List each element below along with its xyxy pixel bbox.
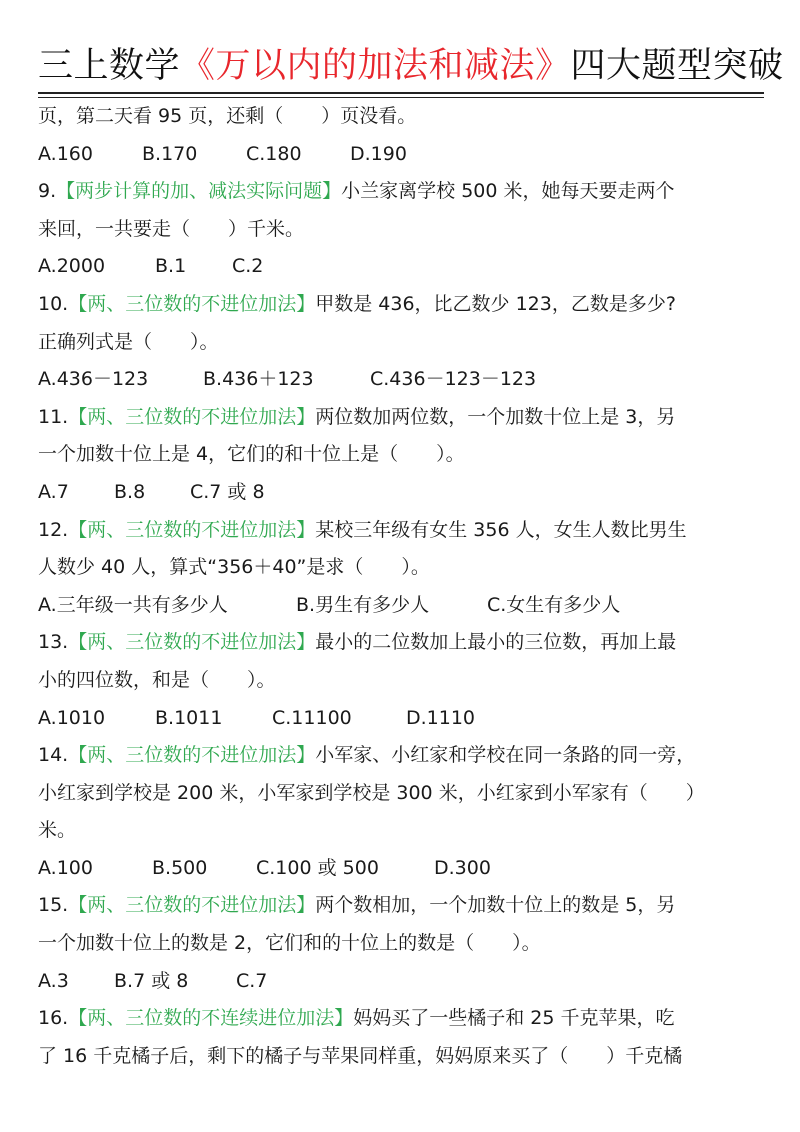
q11-line1 bbox=[38, 399, 766, 437]
option-a: A.3 bbox=[38, 969, 69, 992]
option-c: C.女生有多少人 bbox=[487, 593, 621, 616]
q15-options bbox=[38, 963, 766, 1001]
option-a: A.三年级一共有多少人 bbox=[38, 593, 228, 616]
q12-line1 bbox=[38, 512, 766, 550]
option-b: B.8 bbox=[114, 480, 146, 503]
topic-tag: 【两、三位数的不进位加法】 bbox=[68, 894, 316, 917]
question-number: 15. bbox=[38, 894, 69, 917]
topic-tag: 【两、三位数的不进位加法】 bbox=[68, 518, 316, 541]
q16-line2: 了 16 千克橘子后，剩下的橘子与苹果同样重，妈妈原来买了（ ）千克橘 bbox=[38, 1044, 683, 1067]
option-b: B.170 bbox=[142, 142, 198, 165]
option-b: B.7 或 8 bbox=[114, 969, 189, 992]
question-text: 两个数相加，一个加数十位上的数是 5，另 bbox=[315, 894, 676, 917]
question-text: 小兰家离学校 500 米，她每天要走两个 bbox=[341, 180, 675, 203]
question-text: 甲数是 436，比乙数少 123，乙数是多少? bbox=[315, 292, 676, 315]
q14-line1 bbox=[38, 737, 766, 775]
option-c: C.100 或 500 bbox=[256, 856, 379, 879]
question-list bbox=[38, 98, 766, 1075]
q13-line2: 小的四位数，和是（ ）。 bbox=[38, 668, 276, 691]
q13-options bbox=[38, 700, 766, 738]
q8-options bbox=[38, 136, 766, 174]
q15-line1 bbox=[38, 887, 766, 925]
title-suffix: 四大题型突破 bbox=[570, 46, 784, 86]
option-b: B.1 bbox=[155, 255, 187, 278]
topic-tag: 【两、三位数的不连续进位加法】 bbox=[68, 1007, 354, 1030]
q16-line1 bbox=[38, 1000, 766, 1038]
question-number: 11. bbox=[38, 405, 69, 428]
page-title bbox=[38, 42, 784, 90]
option-c: C.7 bbox=[236, 969, 268, 992]
option-b: B.500 bbox=[152, 856, 208, 879]
q14-options bbox=[38, 850, 766, 888]
q12-options bbox=[38, 587, 766, 625]
option-c: C.180 bbox=[246, 142, 302, 165]
option-c: C.11100 bbox=[272, 706, 352, 729]
option-b: B.男生有多少人 bbox=[296, 593, 430, 616]
q10-line2: 正确列式是（ ）。 bbox=[38, 330, 219, 353]
q10-line1 bbox=[38, 286, 766, 324]
q15-line2: 一个加数十位上的数是 2，它们和的十位上的数是（ ）。 bbox=[38, 932, 541, 955]
q11-options bbox=[38, 474, 766, 512]
q9-options bbox=[38, 248, 766, 286]
q9-line1 bbox=[38, 173, 766, 211]
option-a: A.436－123 bbox=[38, 368, 149, 391]
option-c: C.7 或 8 bbox=[190, 480, 265, 503]
option-a: A.160 bbox=[38, 142, 93, 165]
option-d: D.300 bbox=[434, 856, 491, 879]
option-c: C.436－123－123 bbox=[370, 368, 537, 391]
option-a: A.2000 bbox=[38, 255, 106, 278]
q10-options bbox=[38, 361, 766, 399]
question-text: 妈妈买了一些橘子和 25 千克苹果，吃 bbox=[353, 1007, 675, 1030]
question-text: 某校三年级有女生 356 人，女生人数比男生 bbox=[315, 518, 687, 541]
question-number: 14. bbox=[38, 744, 69, 767]
q13-line1 bbox=[38, 624, 766, 662]
q11-line2: 一个加数十位上是 4，它们的和十位上是（ ）。 bbox=[38, 443, 465, 466]
topic-tag: 【两步计算的加、减法实际问题】 bbox=[56, 180, 342, 203]
q14-line2: 小红家到学校是 200 米，小军家到学校是 300 米，小红家到小军家有（ ） bbox=[38, 781, 705, 804]
q14-line3: 米。 bbox=[38, 819, 77, 842]
q9-line2: 来回，一共要走（ ）千米。 bbox=[38, 217, 305, 240]
topic-tag: 【两、三位数的不进位加法】 bbox=[68, 292, 316, 315]
option-b: B.436＋123 bbox=[203, 368, 314, 391]
topic-tag: 【两、三位数的不进位加法】 bbox=[68, 405, 316, 428]
option-d: D.190 bbox=[350, 142, 407, 165]
topic-tag: 【两、三位数的不进位加法】 bbox=[68, 631, 316, 654]
q8-text: 页，第二天看 95 页，还剩（ ）页没看。 bbox=[38, 105, 417, 127]
option-d: D.1110 bbox=[406, 706, 476, 729]
question-number: 10. bbox=[38, 292, 69, 315]
title-underline-thick bbox=[38, 92, 764, 94]
question-text: 两位数加两位数，一个加数十位上是 3，另 bbox=[315, 405, 676, 428]
question-number: 13. bbox=[38, 631, 69, 654]
question-text: 小军家、小红家和学校在同一条路的同一旁， bbox=[315, 744, 696, 767]
title-subject: 三上数学 bbox=[38, 46, 181, 86]
question-number: 12. bbox=[38, 518, 69, 541]
option-a: A.1010 bbox=[38, 706, 106, 729]
question-text: 最小的二位数加上最小的三位数，再加上最 bbox=[315, 631, 677, 654]
question-number: 16. bbox=[38, 1007, 69, 1030]
option-a: A.7 bbox=[38, 480, 69, 503]
question-number: 9. bbox=[38, 180, 57, 203]
title-unit: 《万以内的加法和减法》 bbox=[180, 46, 571, 86]
q12-line2: 人数少 40 人，算式“356＋40”是求（ ）。 bbox=[38, 556, 430, 579]
option-b: B.1011 bbox=[155, 706, 223, 729]
option-a: A.100 bbox=[38, 856, 93, 879]
option-c: C.2 bbox=[232, 255, 264, 278]
topic-tag: 【两、三位数的不进位加法】 bbox=[68, 744, 316, 767]
